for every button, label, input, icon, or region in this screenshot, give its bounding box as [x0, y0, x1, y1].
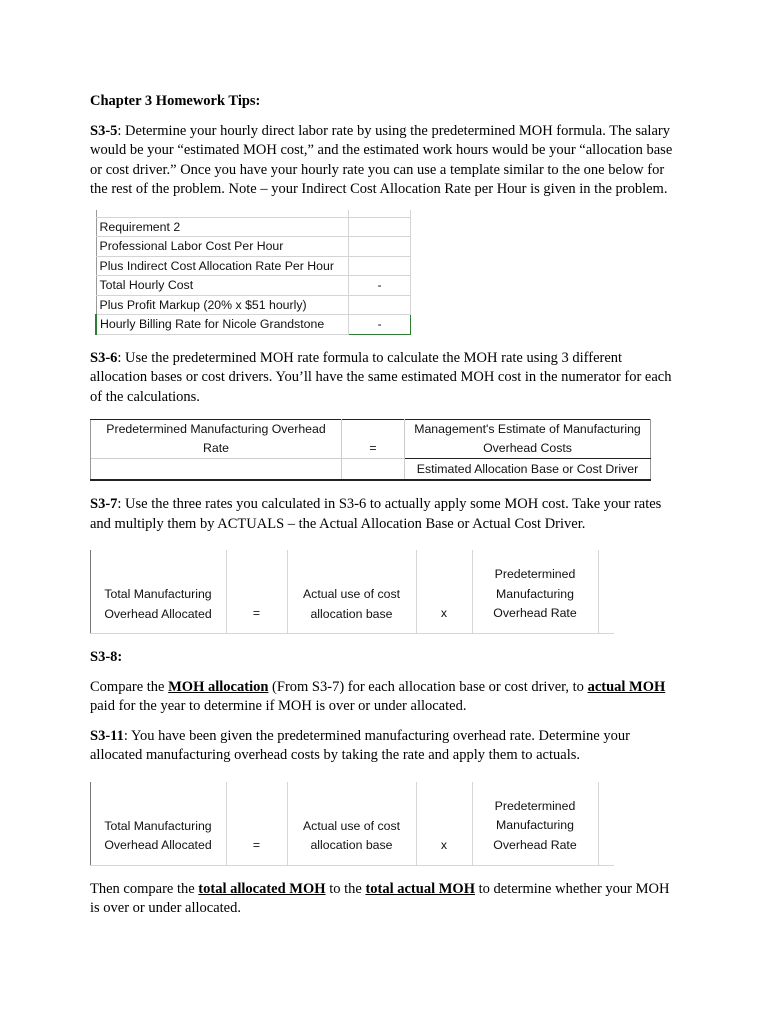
closing-paragraph: Then compare the total allocated MOH to the total actual MOH to determine whether your MOH is over or under allocated.: [90, 880, 670, 916]
formula-left-term: Predetermined Manufacturing Overhead Rate: [91, 420, 342, 459]
s3-6-label: S3-6: [90, 349, 118, 366]
s3-7-text: : Use the three rates you calculated in S3-6 to actually apply some MOH cost. Take your rates and multiply them by ACTUALS – the Actual Allocation Base or Actual Cost Driver.: [90, 496, 662, 532]
moh-allocated-formula-table: [90, 550, 614, 634]
predetermined-rate-term: Predetermined Manufacturing Overhead Rate: [493, 798, 577, 852]
formula-times: x: [440, 606, 448, 620]
row-label: Plus Indirect Cost Allocation Rate Per Hour: [96, 256, 349, 276]
row-value: [349, 237, 411, 257]
table-row: [96, 315, 411, 335]
actual-base-term: Actual use of cost allocation base: [302, 587, 401, 621]
moh-rate-formula-table: [90, 419, 651, 481]
table-row: [96, 256, 411, 276]
s3-6-paragraph: [90, 349, 680, 408]
row-value: [349, 256, 411, 276]
allocated-moh-term: Total Manufacturing Overhead Allocated: [104, 818, 212, 852]
predetermined-rate-term: Predetermined Manufacturing Overhead Rate: [493, 567, 577, 620]
s3-5-text: : Determine your hourly direct labor rate by using the predetermined MOH formula. The salary would be your “estimated MOH cost,” and the estimated work hours would be your “allocation base or cost driver.” Once you have your hourly rate you can use a template similar to the one below for the rest of the problem. Note – your Indirect Cost Allocation Rate per Hour is given in the problem.: [90, 122, 673, 197]
s3-11-label: S3-11: [90, 727, 124, 744]
row-value: [349, 295, 411, 315]
total-allocated-moh-emphasis: total allocated MOH: [198, 880, 326, 897]
formula-numerator: Management's Estimate of Manufacturing Overhead Costs: [405, 420, 651, 459]
s3-7-label: S3-7: [90, 496, 118, 512]
row-label: Professional Labor Cost Per Hour: [96, 237, 349, 257]
formula-equals: =: [252, 837, 261, 852]
s3-7-paragraph: [90, 495, 680, 534]
document-page: [90, 92, 680, 929]
row-label: Plus Profit Markup (20% x $51 hourly): [96, 295, 349, 315]
allocated-moh-term: Total Manufacturing Overhead Allocated: [104, 587, 212, 621]
formula-denominator: Estimated Allocation Base or Cost Driver: [405, 459, 651, 481]
row-value: -: [349, 276, 411, 296]
row-label: Total Hourly Cost: [96, 276, 349, 296]
formula-equals: =: [342, 420, 405, 459]
s3-8-paragraph: Compare the MOH allocation (From S3-7) for each allocation base or cost driver, to actual MOH paid for the year to determine if MOH is over or under allocated.: [90, 678, 666, 714]
actual-moh-emphasis: actual MOH: [587, 678, 666, 695]
s3-11-text: : You have been given the predetermined manufacturing overhead rate. Determine your allocated manufacturing overhead costs by taking the rate and apply them to actuals.: [90, 727, 630, 763]
formula-times: x: [440, 837, 448, 852]
table-row: [96, 295, 411, 315]
total-actual-moh-emphasis: total actual MOH: [365, 880, 475, 897]
page-title: Chapter 3 Homework Tips:: [90, 93, 261, 109]
s3-8-heading: S3-8:: [90, 649, 123, 665]
table-row: [96, 237, 411, 257]
formula-equals: =: [252, 606, 261, 620]
s3-5-label: S3-5: [90, 122, 118, 139]
table-row: [96, 217, 411, 237]
moh-allocated-formula-table-2: [90, 782, 614, 866]
row-label: Hourly Billing Rate for Nicole Grandstone: [96, 315, 349, 335]
row-label: Requirement 2: [96, 217, 349, 237]
requirement-2-table: [95, 210, 411, 335]
moh-allocation-emphasis: MOH allocation: [168, 678, 269, 695]
row-value: [349, 217, 411, 237]
table-row: [96, 276, 411, 296]
s3-5-paragraph: [90, 122, 680, 200]
s3-6-text: : Use the predetermined MOH rate formula to calculate the MOH rate using 3 different allocation bases or cost drivers. You’ll have the same estimated MOH cost in the numerator for each of the calculations.: [90, 349, 672, 405]
s3-11-paragraph: [90, 727, 680, 766]
actual-base-term: Actual use of cost allocation base: [302, 818, 401, 852]
selected-cell[interactable]: -: [349, 315, 411, 335]
